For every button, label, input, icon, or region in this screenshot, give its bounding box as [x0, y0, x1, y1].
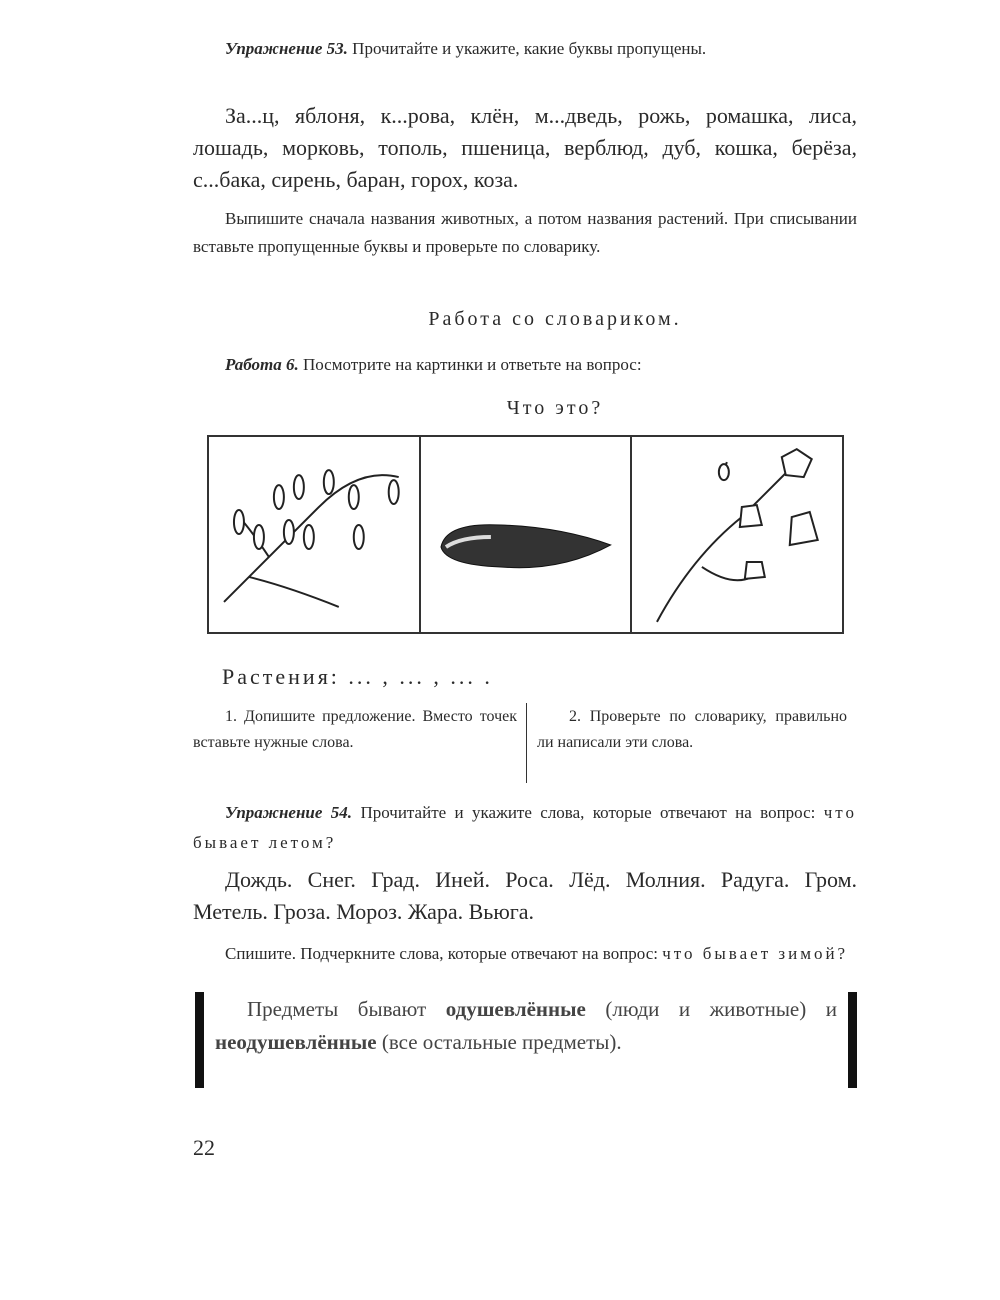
task-1: 1. Допишите предложение. Вместо точек вставьте нужные слова.	[193, 708, 517, 751]
exercise-54-question: что бывает летом?	[193, 803, 858, 852]
exercise-54-words: Дождь. Снег. Град. Иней. Роса. Лёд. Молния. Радуга. Гром. Метель. Гроза. Мороз. Жара. Вьюга.	[193, 867, 857, 924]
rule-bar-right	[848, 992, 857, 1088]
rule-text: (все остальные предметы).	[376, 1030, 622, 1054]
exercise-54-title: Упражнение 54.	[225, 803, 353, 822]
plants-answer-line: Растения: ... , ... , ... .	[222, 664, 493, 689]
cucumber-image	[421, 437, 633, 632]
work-6-title: Работа 6.	[225, 355, 299, 374]
oat-plant-image	[209, 437, 421, 632]
exercise-54-instruction	[193, 941, 857, 967]
exercise-53-instruction: Выпишите сначала названия животных, а потом названия растений. При списывании вставьте пропущенные буквы и проверьте по словарику.	[193, 209, 857, 256]
bellflower-image	[632, 437, 842, 632]
rule-text: Предметы бывают	[247, 997, 446, 1021]
exercise-54-instruction-question: что бывает зимой?	[662, 944, 849, 963]
work-6-task	[193, 351, 857, 378]
exercise-53-text: Прочитайте и укажите, какие буквы пропущены.	[352, 39, 707, 58]
exercise-54-task	[193, 798, 857, 858]
column-divider	[526, 703, 527, 783]
picture-strip	[207, 435, 844, 634]
section-title: Работа со словариком.	[428, 308, 682, 330]
rule-term-animate: одушевлённые	[445, 997, 586, 1021]
exercise-53-title: Упражнение 53.	[225, 39, 348, 58]
question-what-is-it: Что это?	[506, 397, 604, 419]
rule-text: (люди и животные) и	[585, 997, 838, 1021]
page-number: 22	[193, 1135, 215, 1160]
rule-bar-left	[195, 992, 204, 1088]
task-2: 2. Проверьте по словарику, правильно ли написали эти слова.	[537, 708, 847, 751]
exercise-54-instruction-text: Спишите. Подчеркните слова, которые отвечают на вопрос:	[225, 944, 658, 963]
rule-term-inanimate: неодушевлённые	[215, 1030, 377, 1054]
exercise-54-text: Прочитайте и укажите слова, которые отвечают на вопрос:	[360, 803, 816, 822]
work-6-text: Посмотрите на картинки и ответьте на вопрос:	[302, 355, 642, 374]
exercise-53-task	[193, 35, 857, 62]
exercise-53-words: За...ц, яблоня, к...рова, клён, м...дведь, рожь, ромашка, лиса, лошадь, морковь, тополь, пшеница, верблюд, дуб, кошка, берёза, с...бака, сирень, баран, горох, коза.	[193, 103, 857, 192]
rule-box	[215, 993, 837, 1059]
